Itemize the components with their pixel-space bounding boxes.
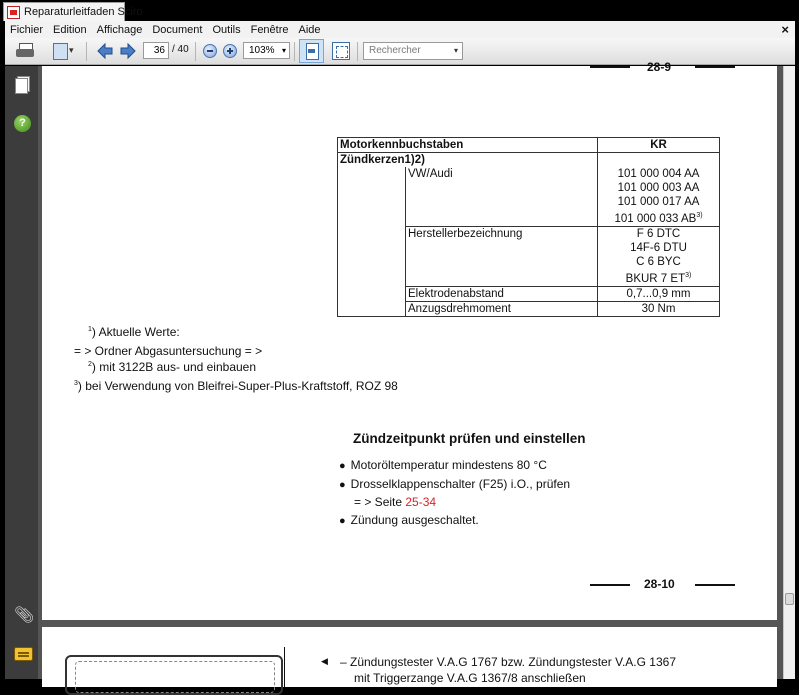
table-indent: [338, 301, 406, 316]
document-tab-title: Reparaturleitfaden Sciro: [24, 6, 143, 18]
table-cell-empty: [598, 153, 720, 168]
footnote-1-reference: = > Ordner Abgasuntersuchung = >: [74, 344, 263, 358]
document-page-next: [42, 627, 777, 687]
step-marker-icon: ◀: [321, 656, 328, 666]
table-value: [600, 269, 717, 286]
table-value-text: 101 000 033 AB: [614, 212, 697, 225]
search-placeholder: Rechercher: [369, 45, 421, 56]
table-value-electrode-gap: 0,7...0,9 mm: [598, 286, 720, 301]
table-value-torque: 30 Nm: [598, 301, 720, 316]
fit-width-icon[interactable]: [332, 42, 350, 60]
footnote-2: [88, 360, 256, 374]
bullet-throttle-switch: ● Drosselklappenschalter (F25) i.O., prüfen: [339, 477, 570, 491]
menu-edition[interactable]: Edition: [53, 23, 87, 36]
chevron-down-icon: ▾: [281, 46, 286, 55]
figure-illustration: [65, 655, 283, 695]
footnote-text: ) bei Verwendung von Bleifrei-Super-Plus-Kraftstoff, ROZ 98: [77, 379, 398, 393]
header-rule: [695, 66, 735, 68]
document-view: [38, 60, 783, 685]
previous-page-icon[interactable]: [96, 42, 114, 60]
menu-fenetre[interactable]: Fenêtre: [250, 23, 289, 36]
footnote-marker: 2: [88, 361, 92, 368]
table-values-vw-audi: [598, 167, 720, 226]
footnote-marker: 3): [685, 271, 692, 279]
figure-divider: [284, 647, 285, 687]
table-value: F 6 DTC: [636, 227, 681, 240]
navigation-pane: [5, 66, 38, 679]
pages-panel-icon[interactable]: [14, 75, 32, 93]
table-label-manufacturer: Herstellerbezeichnung: [406, 226, 598, 286]
page-number-input[interactable]: 36: [143, 42, 169, 59]
footnote-marker: 3: [74, 380, 78, 387]
document-page: [42, 60, 777, 620]
table-indent: [338, 286, 406, 301]
header-page-number: 28-9: [647, 60, 672, 74]
page-total: / 40: [172, 44, 189, 55]
attachments-icon[interactable]: 📎︎: [14, 607, 35, 624]
pdf-file-icon: [7, 6, 20, 19]
print-icon[interactable]: [16, 41, 38, 62]
table-value: 14F-6 DTU: [630, 241, 687, 254]
header-rule: [590, 66, 630, 68]
close-document-button[interactable]: ×: [781, 22, 789, 37]
footer-rule: [590, 584, 630, 586]
menu-document[interactable]: Document: [152, 23, 203, 36]
help-icon[interactable]: ?: [14, 115, 31, 132]
table-value: [600, 209, 717, 226]
page-reference-prefix: = > Seite: [354, 495, 406, 509]
zoom-in-icon[interactable]: [223, 44, 237, 58]
toolbar-separator: [357, 42, 358, 61]
zoom-select[interactable]: [243, 42, 290, 59]
bullet-oil-temperature: ● Motoröltemperatur mindestens 80 °C: [339, 458, 547, 472]
footer-page-number: 28-10: [644, 577, 675, 591]
menu-aide[interactable]: Aide: [298, 23, 321, 36]
title-bar: [0, 0, 799, 21]
footnote-marker: 1: [88, 326, 92, 333]
fit-page-icon[interactable]: [299, 39, 324, 63]
table-value: 101 000 003 AA: [617, 182, 700, 194]
footnote-marker: 3): [696, 212, 703, 219]
menu-fichier[interactable]: Fichier: [10, 23, 44, 36]
zoom-out-icon[interactable]: [203, 44, 217, 58]
table-label-vw-audi: VW/Audi: [406, 167, 598, 226]
table-values-manufacturer: [598, 226, 720, 286]
table-value: 101 000 004 AA: [617, 168, 700, 180]
page-reference: [354, 495, 436, 509]
comments-icon[interactable]: [14, 647, 33, 661]
vertical-scrollbar[interactable]: [783, 66, 795, 679]
table-indent: [338, 167, 406, 226]
toolbar-separator: [86, 42, 87, 61]
toolbar: [5, 38, 795, 65]
footnote-text: ) mit 3122B aus- und einbauen: [91, 360, 257, 374]
table-section-spark-plugs: Zündkerzen1)2): [338, 153, 598, 168]
instruction-line-1: – Zündungstester V.A.G 1767 bzw. Zündungstester V.A.G 1367: [340, 655, 676, 669]
spark-plug-spec-table: [337, 137, 720, 317]
footnote-3: [74, 379, 398, 393]
table-header-kr: KR: [598, 138, 720, 153]
chevron-down-icon[interactable]: ▾: [453, 46, 458, 55]
document-tab[interactable]: [3, 2, 143, 21]
table-label-electrode-gap: Elektrodenabstand: [406, 286, 598, 301]
footnote-text: ) Aktuelle Werte:: [91, 325, 180, 339]
table-indent: [338, 226, 406, 286]
instruction-line-2: mit Triggerzange V.A.G 1367/8 anschließen: [354, 671, 586, 685]
bullet-ignition-off: ● Zündung ausgeschaltet.: [339, 513, 479, 527]
page-view-icon[interactable]: [51, 41, 79, 62]
section-title: Zündzeitpunkt prüfen und einstellen: [353, 431, 586, 446]
table-value: 101 000 017 AA: [617, 196, 700, 208]
search-input[interactable]: [363, 42, 463, 60]
next-page-icon[interactable]: [119, 42, 137, 60]
menu-affichage[interactable]: Affichage: [96, 23, 143, 36]
page-link-25-34[interactable]: 25-34: [405, 495, 437, 509]
toolbar-separator: [294, 42, 295, 61]
table-value: C 6 BYC: [636, 255, 681, 268]
footer-rule: [695, 584, 735, 586]
zoom-value: 103%: [249, 45, 275, 56]
table-label-torque: Anzugsdrehmoment: [406, 301, 598, 316]
menu-outils[interactable]: Outils: [212, 23, 241, 36]
scrollbar-thumb[interactable]: [785, 593, 794, 605]
menu-bar: [5, 21, 795, 38]
toolbar-separator: [195, 42, 196, 61]
footnote-1: [88, 325, 180, 339]
table-header-engine-code: Motorkennbuchstaben: [338, 138, 598, 153]
table-value-text: BKUR 7 ET: [625, 272, 686, 285]
